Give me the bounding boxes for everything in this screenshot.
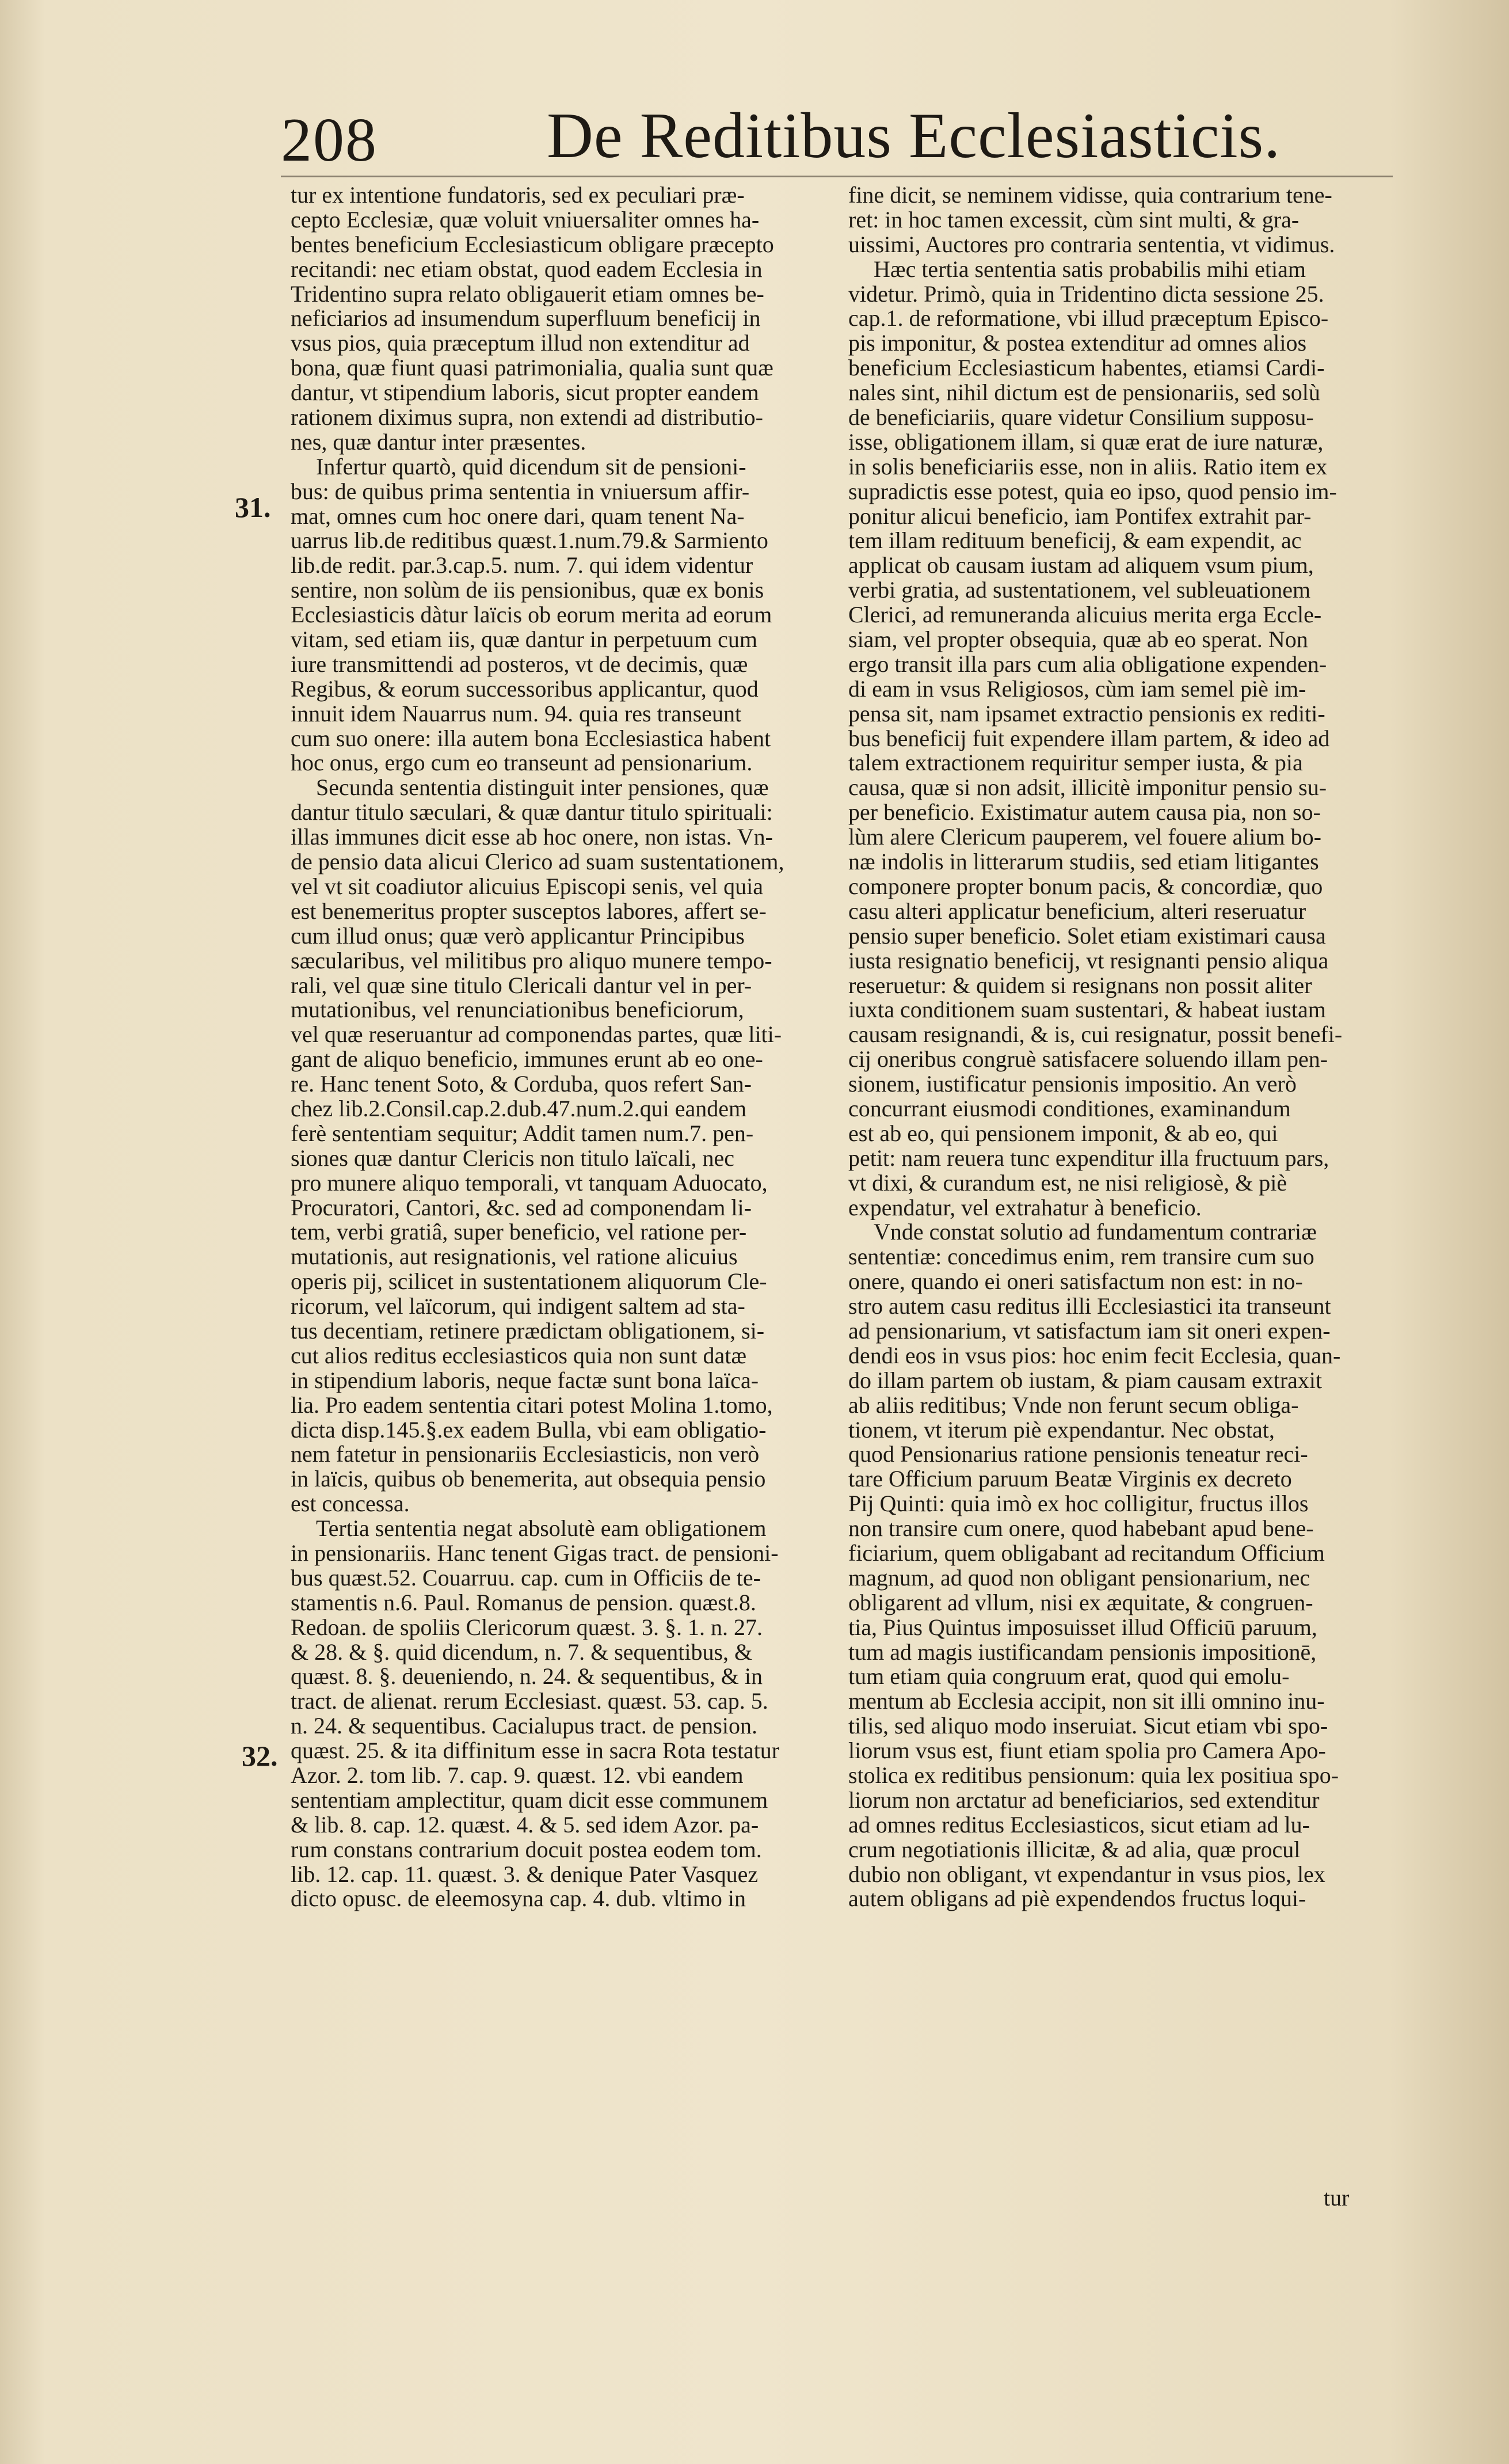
header-rule (281, 176, 1393, 177)
text-line: supradictis esse potest, quia eo ipso, quod pensio im- (848, 479, 1337, 504)
text-line: tus decentiam, retinere prædictam obligationem, si- (291, 1318, 765, 1344)
text-line: tare Officium paruum Beatæ Virginis ex decreto (848, 1467, 1292, 1492)
text-line: nem fatetur in pensionariis Ecclesiasticis, non verò (291, 1442, 760, 1467)
text-line: liorum non arctatur ad beneficiarios, sed extenditur (848, 1788, 1320, 1813)
text-line: quæst. 25. & ita diffinitum esse in sacra Rota testatur (291, 1739, 780, 1763)
text-line: lib.de redit. par.3.cap.5. num. 7. qui idem videntur (291, 553, 753, 579)
text-line: rali, vel quæ sine titulo Clericali dantur vel in per- (291, 973, 752, 998)
text-line: lib. 12. cap. 11. quæst. 3. & denique Pater Vasquez (291, 1862, 759, 1887)
text-line: bus beneficij fuit expendere illam partem, & ideo ad (848, 726, 1330, 751)
text-line: est ab eo, qui pensionem imponit, & ab eo, qui (848, 1121, 1278, 1146)
text-line: ergo transit illa pars cum alia obligatione expenden- (848, 652, 1327, 677)
text-line: casu alteri applicatur beneficium, alteri reseruatur (848, 899, 1306, 924)
text-line: pensa sit, nam ipsamet extractio pensionis ex rediti- (848, 701, 1325, 727)
text-line: mutationis, aut resignationis, vel ratione alicuius (291, 1245, 738, 1270)
text-line: mentum ab Ecclesia accipit, non sit illi omnino inu- (848, 1689, 1325, 1714)
text-line: autem obligans ad piè expendendos fructus loqui- (848, 1887, 1306, 1912)
text-line: & lib. 8. cap. 12. quæst. 4. & 5. sed idem Azor. pa- (291, 1812, 759, 1838)
text-line: ad omnes reditus Ecclesiasticos, sicut etiam ad lu- (848, 1812, 1310, 1838)
text-line: tur ex intentione fundatoris, sed ex peculiari præ- (291, 183, 745, 208)
text-line: est concessa. (291, 1492, 410, 1517)
text-line: dantur, vt stipendium laboris, sicut propter eandem (291, 381, 759, 406)
text-line: Vnde constat solutio ad fundamentum contrariæ (874, 1220, 1317, 1245)
text-line: bentes beneficium Ecclesiasticum obligare præcepto (291, 232, 774, 257)
text-line: vel quæ reseruantur ad componendas partes, quæ liti- (291, 1022, 782, 1048)
text-line: Clerici, ad remuneranda alicuius merita erga Eccle- (848, 603, 1322, 628)
text-line: ficiarium, quem obligabant ad recitandum Officium (848, 1541, 1325, 1566)
text-line: bus: de quibus prima sententia in vniuersum affir- (291, 479, 750, 504)
text-line: obligarent ad vllum, nisi ex æquitate, & congruen- (848, 1590, 1313, 1615)
text-line: non transire cum onere, quod habebant apud bene- (848, 1516, 1314, 1541)
margin-number-31: 31. (235, 491, 271, 523)
text-line: pis imponitur, & postea extenditur ad omnes alios (848, 331, 1307, 356)
text-line: de pensio data alicui Clerico ad suam sustentationem, (291, 850, 784, 874)
text-line: tem, verbi gratiâ, super beneficio, vel ratione per- (291, 1220, 747, 1245)
text-line: operis pij, scilicet in sustentationem aliquorum Cle- (291, 1269, 767, 1295)
text-line: siam, vel propter obsequia, quæ ab eo sperat. Non (848, 628, 1308, 652)
text-line: ferè sententiam sequitur; Addit tamen num.7. pen- (291, 1121, 754, 1146)
text-line: magnum, ad quod non obligant pensionarium, nec (848, 1565, 1310, 1591)
text-line: uarrus lib.de reditibus quæst.1.num.79.& Sarmiento (291, 528, 768, 554)
text-line: cij oneribus congruè satisfacere soluendo illam pen- (848, 1047, 1328, 1073)
text-line: pensio super beneficio. Solet etiam existimari causa (848, 923, 1326, 949)
text-line: rum constans contrarium docuit postea eodem tom. (291, 1837, 762, 1862)
text-line: sentire, non solùm de iis pensionibus, quæ ex bonis (291, 578, 764, 603)
text-line: Secunda sententia distinguit inter pensiones, quæ (316, 775, 769, 801)
running-title: De Reditibus Ecclesiasticis. (547, 100, 1281, 172)
text-line: lùm alere Clericum pauperem, vel fouere alium bo- (848, 825, 1321, 850)
text-line: causam resignandi, & is, cui resignatur, possit benefi- (848, 1022, 1343, 1048)
text-line: ponitur alicui beneficio, iam Pontifex extrahit par- (848, 504, 1312, 529)
text-line: di eam in vsus Religiosos, cùm iam semel piè im- (848, 676, 1306, 702)
text-line: tum etiam quia congruum erat, quod qui emolu- (848, 1664, 1290, 1690)
text-line: iure transmittendi ad posteros, vt de decimis, quæ (291, 652, 748, 677)
text-line: Infertur quartò, quid dicendum sit de pensioni- (316, 454, 746, 480)
text-line: vsus pios, quia præceptum illud non extenditur ad (291, 331, 750, 356)
text-line: Azor. 2. tom lib. 7. cap. 9. quæst. 12. vbi eandem (291, 1763, 744, 1788)
text-line: stro autem casu reditus illi Ecclesiastici ita transeunt (848, 1294, 1331, 1319)
text-line: videtur. Primò, quia in Tridentino dicta sessione 25. (848, 282, 1324, 307)
text-line: cut alios reditus ecclesiasticos quia non sunt datæ (291, 1343, 747, 1368)
text-line: sententiam amplectitur, quam dicit esse communem (291, 1788, 768, 1813)
text-line: tem illam redituum beneficij, & eam expendit, ac (848, 528, 1302, 554)
text-line: sententiæ: concedimus enim, rem transire cum suo (848, 1245, 1314, 1270)
text-line: stamentis n.6. Paul. Romanus de pension. quæst.8. (291, 1590, 756, 1615)
text-line: est benemeritus propter susceptos labores, affert se- (291, 899, 767, 924)
text-line: crum negotiationis illicitæ, & ad alia, quæ procul (848, 1837, 1301, 1862)
text-line: talem extractionem requiritur semper iusta, & pia (848, 751, 1303, 776)
text-line: ab aliis reditibus; Vnde non ferunt secum obliga- (848, 1393, 1299, 1418)
text-line: uissimi, Auctores pro contraria sententia, vt vidimus. (848, 232, 1335, 257)
margin-number-32: 32. (242, 1740, 278, 1772)
text-line: quod Pensionarius ratione pensionis teneatur reci- (848, 1442, 1308, 1467)
text-line: recitandi: nec etiam obstat, quod eadem Ecclesia in (291, 257, 763, 282)
text-line: Hæc tertia sententia satis probabilis mihi etiam (874, 257, 1306, 282)
text-line: beneficium Ecclesiasticum habentes, etiamsi Cardi- (848, 356, 1325, 381)
text-line: concurrant eiusmodi conditiones, examinandum (848, 1096, 1291, 1121)
text-line: mutationibus, vel renunciationibus beneficiorum, (291, 998, 744, 1023)
text-line: tionem, vt iterum piè expendantur. Nec obstat, (848, 1417, 1275, 1443)
text-line: dendi eos in vsus pios: hoc enim fecit Ecclesia, quan- (848, 1343, 1341, 1368)
text-line: cap.1. de reformatione, vbi illud præceptum Episco- (848, 306, 1329, 332)
text-line: n. 24. & sequentibus. Cacialupus tract. de pension. (291, 1714, 757, 1739)
text-line: Redoan. de spoliis Clericorum quæst. 3. §. 1. n. 27. (291, 1615, 763, 1640)
text-line: cum illud onus; quæ verò applicantur Principibus (291, 923, 745, 949)
text-line: Pij Quinti: quia imò ex hoc colligitur, fructus illos (848, 1492, 1309, 1517)
text-line: vt dixi, & curandum est, ne nisi religiosè, & piè (848, 1170, 1287, 1196)
text-line: in pensionariis. Hanc tenent Gigas tract. de pensioni- (291, 1541, 779, 1566)
text-line: Regibus, & eorum successoribus applicantur, quod (291, 676, 759, 702)
text-line: liorum vsus est, fiunt etiam spolia pro Camera Apo- (848, 1739, 1326, 1763)
text-line: sæcularibus, vel militibus pro aliquo munere tempo- (291, 948, 772, 974)
text-line: tract. de alienat. rerum Ecclesiast. quæst. 53. cap. 5. (291, 1689, 768, 1714)
text-line: innuit idem Nauarrus num. 94. quia res transeunt (291, 701, 742, 727)
page-number: 208 (281, 106, 378, 174)
text-line: nes, quæ dantur inter præsentes. (291, 429, 586, 455)
text-line: nales sint, nihil dictum est de pensionariis, sed solù (848, 381, 1320, 406)
text-line: reseruetur: & quidem si resignans non possit aliter (848, 973, 1312, 998)
text-line: in solis beneficiariis esse, non in aliis. Ratio item ex (848, 454, 1328, 480)
text-line: tia, Pius Quintus imposuisset illud Officiū paruum, (848, 1615, 1317, 1640)
text-line: ret: in hoc tamen excessit, cùm sint multi, & gra- (848, 207, 1300, 233)
text-line: Ecclesiasticis dàtur laïcis ob eorum merita ad eorum (291, 603, 772, 628)
text-line: componere propter bonum pacis, & concordiæ, quo (848, 874, 1323, 899)
text-line: fine dicit, se neminem vidisse, quia contrarium tene- (848, 183, 1332, 208)
text-line: de beneficiariis, quare videtur Consilium supposu- (848, 405, 1314, 430)
text-line: onere, quando ei oneri satisfactum non est: in no- (848, 1269, 1303, 1295)
text-line: sionem, iustificatur pensionis impositio. An verò (848, 1072, 1297, 1097)
text-line: næ indolis in litterarum studiis, sed etiam litigantes (848, 850, 1319, 874)
text-line: iusta resignatio beneficij, vt resignanti pensio aliqua (848, 948, 1329, 974)
right-text-column (848, 183, 1384, 1911)
text-line: expendatur, vel extrahatur à beneficio. (848, 1195, 1202, 1220)
text-line: tum ad magis iustificandam pensionis impositionē, (848, 1640, 1317, 1665)
text-line: in stipendium laboris, neque factæ sunt bona laïca- (291, 1368, 759, 1393)
text-line: re. Hanc tenent Soto, & Corduba, quos refert San- (291, 1072, 752, 1097)
text-line: chez lib.2.Consil.cap.2.dub.47.num.2.qui eandem (291, 1096, 747, 1121)
text-line: ricorum, vel laïcorum, qui indigent saltem ad sta- (291, 1294, 745, 1319)
text-line: cepto Ecclesiæ, quæ voluit vniuersaliter omnes ha- (291, 207, 760, 233)
text-line: gant de aliquo beneficio, immunes erunt ab eo one- (291, 1047, 763, 1073)
text-line: bus quæst.52. Couarruu. cap. cum in Officiis de te- (291, 1565, 761, 1591)
text-line: mat, omnes cum hoc onere dari, quam tenent Na- (291, 504, 745, 529)
text-line: neficiarios ad insumendum superfluum beneficij in (291, 306, 761, 332)
text-line: verbi gratia, ad sustentationem, vel subleuationem (848, 578, 1311, 603)
text-line: vel vt sit coadiutor alicuius Episcopi senis, vel quia (291, 874, 763, 899)
text-line: siones quæ dantur Clericis non titulo laïcali, nec (291, 1146, 734, 1171)
text-line: petit: nam reuera tunc expenditur illa fructuum pars, (848, 1146, 1329, 1171)
text-line: dubio non obligant, vt expendantur in vsus pios, lex (848, 1862, 1325, 1887)
text-line: pro munere aliquo temporali, vt tanquam Aduocato, (291, 1170, 768, 1196)
text-line: Tridentino supra relato obligauerit etiam omnes be- (291, 282, 764, 307)
text-line: illas immunes dicit esse ab hoc onere, non istas. Vn- (291, 825, 773, 850)
text-line: iuxta conditionem suam sustentari, & habeat iustam (848, 998, 1326, 1023)
text-line: stolica ex reditibus pensionum: quia lex positiua spo- (848, 1763, 1339, 1788)
left-text-column (291, 183, 810, 1911)
text-line: do illam partem ob iustam, & piam causam extraxit (848, 1368, 1323, 1393)
text-line: hoc onus, ergo cum eo transeunt ad pensionarium. (291, 751, 753, 776)
text-line: dicto opusc. de eleemosyna cap. 4. dub. vltimo in (291, 1887, 746, 1912)
text-line: causa, quæ si non adsit, illicitè imponitur pensio su- (848, 775, 1327, 801)
catchword: tur (1324, 2185, 1350, 2211)
text-line: cum suo onere: illa autem bona Ecclesiastica habent (291, 726, 771, 751)
text-line: Procuratori, Cantori, &c. sed ad componendam li- (291, 1195, 752, 1220)
text-line: ad pensionarium, vt satisfactum iam sit oneri expen- (848, 1318, 1331, 1344)
text-line: Tertia sententia negat absolutè eam obligationem (316, 1516, 767, 1541)
text-line: dicta disp.145.§.ex eadem Bulla, vbi eam obligatio- (291, 1417, 767, 1443)
text-line: lia. Pro eadem sententia citari potest Molina 1.tomo, (291, 1393, 773, 1418)
text-line: isse, obligationem illam, si quæ erat de iure naturæ, (848, 429, 1324, 455)
text-line: in laïcis, quibus ob benemerita, aut obsequia pensio (291, 1467, 766, 1492)
text-line: applicat ob causam iustam ad aliquem vsum pium, (848, 553, 1314, 579)
text-line: bona, quæ fiunt quasi patrimonialia, qualia sunt quæ (291, 356, 773, 381)
text-line: dantur titulo sæculari, & quæ dantur titulo spirituali: (291, 800, 773, 826)
text-line: tilis, sed aliquo modo inseruiat. Sicut etiam vbi spo- (848, 1714, 1328, 1739)
text-line: rationem diximus supra, non extendi ad distributio- (291, 405, 763, 430)
text-line: vitam, sed etiam iis, quæ dantur in perpetuum cum (291, 628, 757, 652)
text-line: & 28. & §. quid dicendum, n. 7. & sequentibus, & (291, 1640, 753, 1665)
text-line: per beneficio. Existimatur autem causa pia, non so- (848, 800, 1321, 826)
text-line: quæst. 8. §. deueniendo, n. 24. & sequentibus, & in (291, 1664, 763, 1690)
